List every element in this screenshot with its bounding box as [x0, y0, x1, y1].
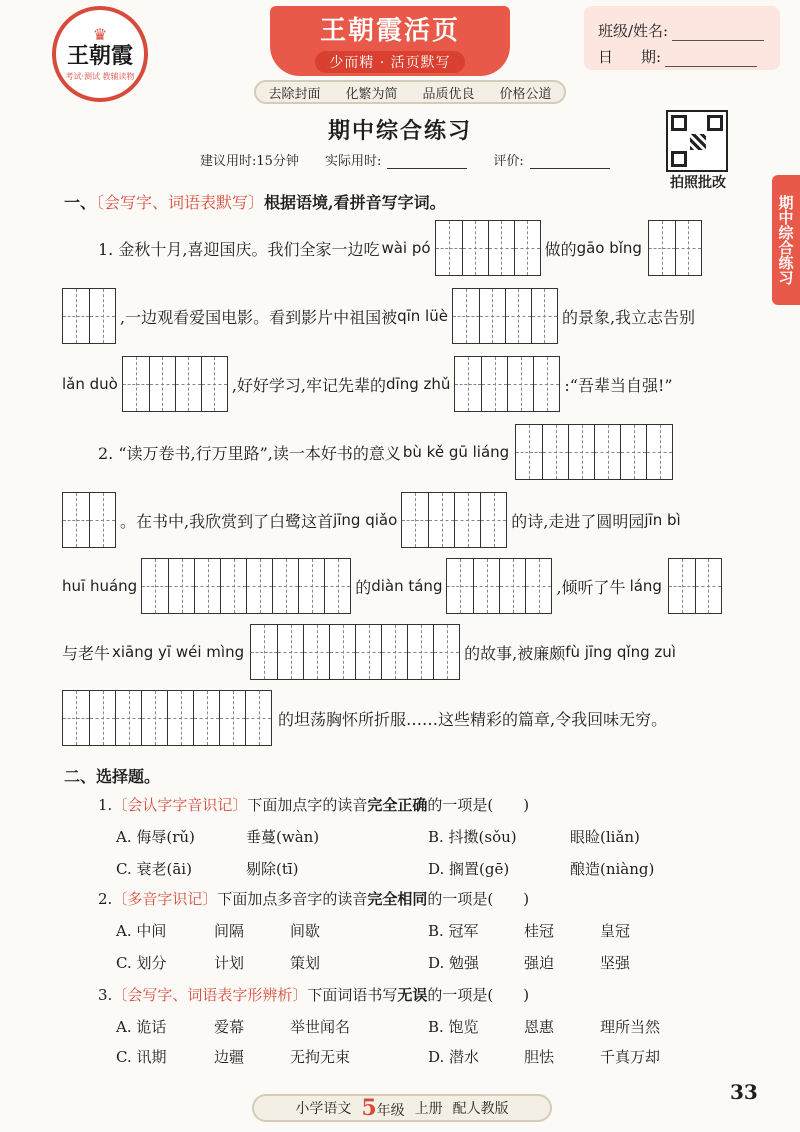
- footer-grade: 年级: [376, 1103, 405, 1119]
- footer-edition: 配人教版: [452, 1101, 509, 1117]
- option-d[interactable]: D. 勉强: [428, 954, 480, 972]
- q-tag: 〔会认字字音识记〕: [112, 796, 248, 814]
- q-emphasis: 完全正确: [367, 796, 428, 814]
- option-c[interactable]: C. 划分: [116, 954, 167, 972]
- option-b-2: 桂冠: [524, 922, 555, 940]
- option-c-2: 计划: [214, 954, 245, 972]
- option-a-3: 间歇: [290, 922, 321, 940]
- text: :“吾辈当自强!”: [564, 375, 673, 395]
- suggested-time: 建议用时:15分钟: [200, 154, 299, 169]
- option-a-3: 举世闻名: [290, 1018, 351, 1036]
- pinyin: láng: [629, 577, 662, 595]
- option-b-3: 皇冠: [600, 922, 631, 940]
- date-field[interactable]: [665, 53, 757, 67]
- answer-grid[interactable]: [401, 492, 507, 548]
- pinyin: gāo bǐng: [576, 239, 642, 257]
- option-d-2: 强迫: [524, 954, 555, 972]
- timing-line: [200, 150, 610, 169]
- logo-name: 王朝霞: [66, 42, 133, 69]
- class-label: 班级/姓名:: [598, 22, 669, 40]
- text: ,一边观看爱国电影。看到影片中祖国被: [120, 307, 398, 327]
- pinyin: jīng qiǎo: [333, 511, 398, 529]
- answer-grid[interactable]: [515, 424, 673, 480]
- date-label-2: 期:: [641, 48, 662, 66]
- option-d[interactable]: D. 潜水: [428, 1048, 480, 1066]
- pinyin: qīn lüè: [397, 307, 448, 325]
- q-number: 1.: [98, 796, 113, 814]
- q2-line-2: [62, 492, 681, 548]
- text: 。在书中,我欣赏到了白鹭这首: [120, 511, 334, 531]
- q-stem: 下面词语书写: [307, 986, 398, 1004]
- text: ,倾听了牛: [556, 577, 626, 597]
- pinyin: wài pó: [381, 239, 431, 257]
- option-a[interactable]: A. 中间: [116, 922, 167, 940]
- pinyin: lǎn duò: [62, 375, 118, 393]
- q1-line-2: [62, 288, 695, 344]
- q-tag: 〔多音字识记〕: [112, 890, 218, 908]
- option-b[interactable]: B. 抖擞(sǒu): [428, 828, 517, 846]
- option-d-3: 千真万却: [600, 1048, 661, 1066]
- option-c[interactable]: C. 衰老(āi): [116, 860, 192, 878]
- text: 与老牛: [62, 643, 111, 663]
- answer-grid[interactable]: [648, 220, 702, 276]
- choice-q3: [98, 984, 529, 1005]
- answer-grid[interactable]: [141, 558, 351, 614]
- q1-line-3: [62, 356, 673, 412]
- text: 的故事,被廉颇: [464, 643, 566, 663]
- option-b[interactable]: B. 饱览: [428, 1018, 479, 1036]
- footer-bar: [252, 1094, 552, 1122]
- text: 的诗,走进了圆明园: [511, 511, 645, 531]
- date-label-1: 日: [598, 48, 614, 66]
- option-c-3: 策划: [290, 954, 321, 972]
- option-a[interactable]: A. 诡话: [116, 1018, 167, 1036]
- option-c-3: 无拘无束: [290, 1048, 351, 1066]
- option-c-2: 边疆: [214, 1048, 245, 1066]
- brand-subtitle: 少而精 · 活页默写: [315, 51, 464, 73]
- q-emphasis: 无误: [397, 986, 428, 1004]
- text: ,好好学习,牢记先辈的: [231, 375, 387, 395]
- option-d-3: 坚强: [600, 954, 631, 972]
- q2-line-3: [62, 558, 722, 614]
- answer-grid[interactable]: [62, 492, 116, 548]
- option-b-3: 理所当然: [600, 1018, 661, 1036]
- section1-heading: [64, 190, 446, 213]
- option-d[interactable]: D. 搁置(gē): [428, 860, 510, 878]
- option-b-2: 眼睑(liǎn): [570, 828, 640, 846]
- class-name-field[interactable]: [672, 27, 764, 41]
- text: 的: [355, 577, 372, 597]
- rating-label: 评价:: [493, 154, 524, 169]
- text: 的景象,我立志告别: [561, 307, 696, 327]
- q2-line-4: [62, 624, 676, 680]
- brand-logo: [52, 6, 148, 102]
- option-d-2: 酿造(niàng): [570, 860, 655, 878]
- option-c-2: 剔除(tī): [246, 860, 299, 878]
- pinyin: fù jīng qǐng zuì: [565, 643, 676, 661]
- slogan-item: 去除封面: [268, 86, 321, 102]
- q2-line-5: [62, 690, 667, 746]
- text: 2. “读万卷书,行万里路”,读一本好书的意义: [98, 443, 401, 463]
- footer-term: 上册: [414, 1101, 443, 1117]
- q1-line-1: [98, 220, 702, 276]
- footer-grade-number: 5: [361, 1095, 377, 1121]
- page-number: 33: [730, 1080, 758, 1104]
- pinyin: xiāng yī wéi mìng: [112, 643, 245, 661]
- pinyin: diàn táng: [371, 577, 443, 595]
- brand-title: 王朝霞活页: [319, 16, 460, 46]
- qr-label: 拍照批改: [670, 175, 726, 191]
- section2-heading: 二、选择题。: [64, 767, 161, 786]
- answer-grid[interactable]: [668, 558, 722, 614]
- q-stem: 下面加点字的读音: [247, 796, 368, 814]
- pinyin: jīn bì: [644, 511, 681, 529]
- slogan-item: 品质优良: [422, 86, 475, 102]
- answer-grid[interactable]: [122, 356, 228, 412]
- option-a-2: 间隔: [214, 922, 245, 940]
- pinyin: dīng zhǔ: [386, 375, 451, 393]
- option-a-2: 垂蔓(wàn): [246, 828, 320, 846]
- side-tab: 期中综合练习: [772, 175, 800, 305]
- actual-time-label: 实际用时:: [324, 154, 382, 169]
- answer-grid[interactable]: [435, 220, 541, 276]
- class-name-box: [584, 6, 780, 70]
- slogan-item: 价格公道: [499, 86, 552, 102]
- choice-q2: [98, 888, 529, 909]
- section-title: 根据语境,看拼音写字词。: [264, 193, 446, 212]
- option-c[interactable]: C. 讯期: [116, 1048, 167, 1066]
- answer-grid[interactable]: [250, 624, 460, 680]
- q2-line-1: [98, 424, 673, 480]
- q-tag: 〔会写字、词语表字形辨析〕: [112, 986, 308, 1004]
- option-a[interactable]: A. 侮辱(rǔ): [116, 828, 195, 846]
- q-tail: 的一项是( ): [427, 986, 530, 1004]
- answer-grid[interactable]: [454, 356, 560, 412]
- logo-small: 考试·测试 教辅读物: [65, 71, 135, 81]
- crown-icon: ♛: [92, 24, 108, 44]
- answer-grid[interactable]: [62, 288, 116, 344]
- footer-subject: 小学语文: [295, 1101, 352, 1117]
- q-emphasis: 完全相同: [367, 890, 428, 908]
- page-title: 期中综合练习: [327, 118, 472, 144]
- q-stem: 下面加点多音字的读音: [217, 890, 368, 908]
- option-d-2: 胆怯: [524, 1048, 555, 1066]
- answer-grid[interactable]: [452, 288, 558, 344]
- q-tail: 的一项是( ): [427, 796, 530, 814]
- slogan-item: 化繁为简: [345, 86, 398, 102]
- q-tail: 的一项是( ): [427, 890, 530, 908]
- answer-grid[interactable]: [446, 558, 552, 614]
- text: 1. 金秋十月,喜迎国庆。我们全家一边吃: [98, 239, 380, 259]
- actual-time-field[interactable]: [387, 157, 467, 169]
- slogan-bar: [254, 80, 566, 104]
- choice-q1: [98, 794, 529, 815]
- option-b[interactable]: B. 冠军: [428, 922, 479, 940]
- q-number: 3.: [98, 986, 113, 1004]
- q-number: 2.: [98, 890, 113, 908]
- text: 的坦荡胸怀所折服……这些精彩的篇章,令我回味无穷。: [278, 709, 668, 729]
- option-a-2: 爱幕: [214, 1018, 245, 1036]
- answer-grid[interactable]: [62, 690, 272, 746]
- pinyin: bù kě gū liáng: [402, 443, 510, 461]
- option-b-2: 恩惠: [524, 1018, 555, 1036]
- rating-field[interactable]: [530, 157, 610, 169]
- section-tag: 〔会写字、词语表默写〕: [96, 193, 265, 212]
- section-number: 一、: [64, 193, 97, 212]
- pinyin: huī huáng: [62, 577, 138, 595]
- text: 做的: [544, 239, 577, 259]
- brand-banner: [270, 6, 510, 76]
